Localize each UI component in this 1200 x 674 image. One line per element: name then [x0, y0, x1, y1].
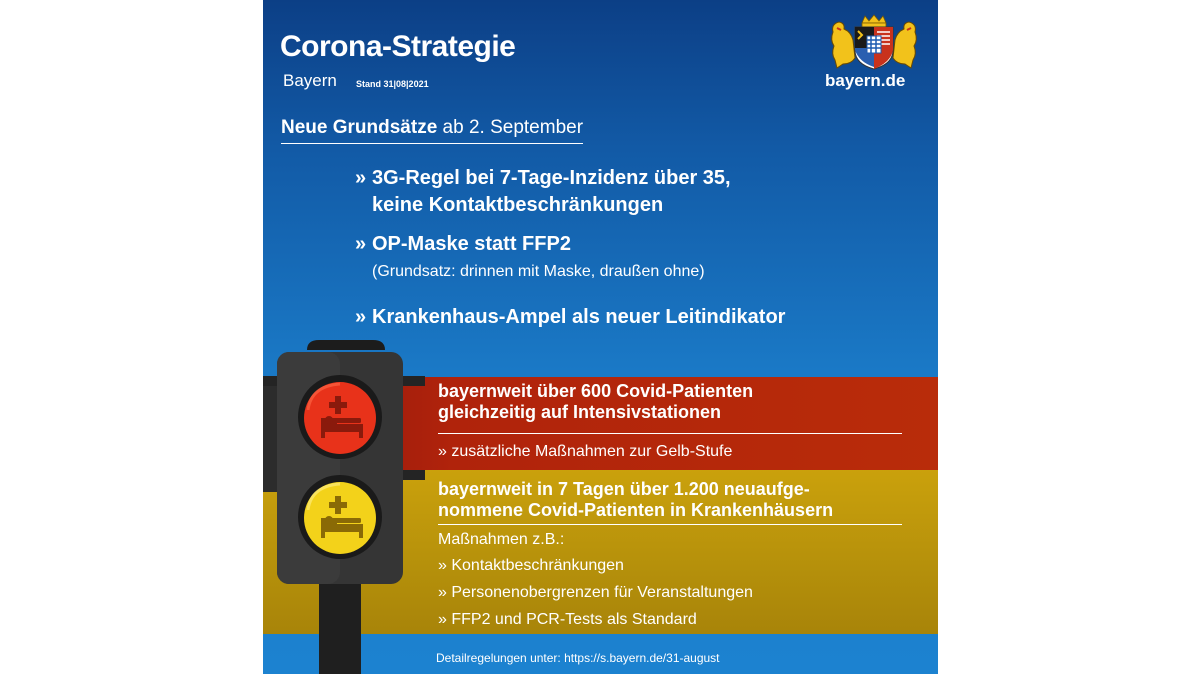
footer-link[interactable]: Detailregelungen unter: https://s.bayern.de/31-august [436, 651, 720, 665]
bullet-icon: » [355, 167, 367, 189]
red-level-criterion: bayernweit über 600 Covid-Patienten gleichzeitig auf Intensivstationen [438, 381, 754, 422]
bullet-icon: » [438, 584, 447, 601]
measure-item: » Personenobergrenzen für Veranstaltungen [438, 584, 753, 601]
section-heading-bold: Neue Grundsätze [281, 117, 438, 138]
mask-note: (Grundsatz: drinnen mit Maske, draußen ohne) [372, 263, 705, 280]
measures-label: Maßnahmen z.B.: [438, 531, 565, 548]
divider [438, 433, 902, 434]
bullet-icon: » [355, 233, 367, 255]
red-level-measure: » zusätzliche Maßnahmen zur Gelb-Stufe [438, 443, 733, 460]
traffic-light-icon [263, 0, 463, 674]
point-3g: » 3G-Regel bei 7-Tage-Inzidenz über 35, keine Kontaktbeschränkungen [355, 167, 731, 216]
stand-date: Stand 31|08|2021 [356, 79, 429, 89]
bullet-icon: » [438, 557, 447, 574]
bullet-icon: » [438, 611, 447, 628]
bavaria-coat-of-arms-logo [829, 14, 919, 70]
point-mask: » OP-Maske statt FFP2 [355, 231, 571, 258]
bullet-icon: » [438, 443, 447, 460]
region-label: Bayern [283, 71, 337, 90]
infographic-card [263, 0, 938, 674]
measure-item: » Kontaktbeschränkungen [438, 557, 624, 574]
divider [438, 524, 902, 525]
website-label: bayern.de [825, 71, 906, 90]
measure-item: » FFP2 und PCR-Tests als Standard [438, 611, 697, 628]
point-hospital-light: » Krankenhaus-Ampel als neuer Leitindikator [355, 304, 785, 331]
section-heading-date: ab 2. September [442, 117, 584, 138]
page-title: Corona-Strategie [280, 30, 516, 63]
yellow-level-criterion: bayernweit in 7 Tagen über 1.200 neuaufge- nommene Covid-Patienten in Krankenhäusern [438, 479, 834, 520]
bullet-icon: » [355, 306, 367, 328]
